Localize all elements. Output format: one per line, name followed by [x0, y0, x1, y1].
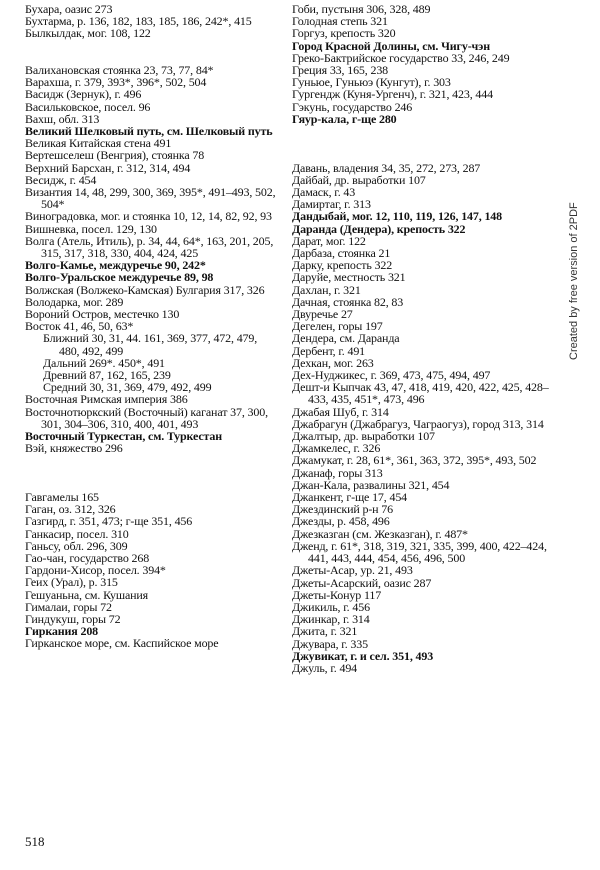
index-entry: Джамукат, г. 28, 61*, 361, 363, 372, 395*, 493, 502	[292, 453, 537, 468]
index-entry: Дех-Нуджикес, г. 369, 473, 475, 494, 497	[292, 368, 491, 383]
section-gap	[25, 454, 280, 466]
index-entry: Греция 33, 165, 238	[292, 63, 389, 78]
index-entry: Дахлан, г. 321	[292, 282, 361, 297]
index-entry: Гималаи, горы 72	[25, 599, 112, 614]
index-subentry: Ближний 30, 31, 44. 161, 369, 377, 472, 479, 480, 492, 499	[43, 331, 258, 358]
index-entry: Джикиль, г. 456	[292, 599, 370, 614]
index-entry: Дайбай, др. выработки 107	[292, 172, 426, 187]
index-entry: Бухтарма, р. 136, 182, 183, 185, 186, 242*, 415	[25, 14, 252, 29]
index-entry: Джуль, г. 494	[292, 660, 358, 675]
index-entry: Гургендж (Куня-Ургенч), г. 321, 423, 444	[292, 87, 493, 102]
index-subentry: Древний 87, 162, 165, 239	[43, 368, 171, 383]
index-entry: Дамаск, г. 43	[292, 185, 356, 199]
index-entry: Васильковское, посел. 96	[25, 99, 151, 114]
index-entry: Виноградовка, мог. и стоянка 10, 12, 14, 82, 92, 93	[25, 209, 272, 224]
index-entry: Гао-чан, государство 268	[25, 551, 150, 566]
index-subentry: Средний 30, 31, 369, 479, 492, 499	[43, 380, 212, 395]
index-entry: Волга (Атель, Итиль), р. 34, 44, 64*, 163, 201, 205, 315, 317, 318, 330, 404, 424, 425	[25, 233, 274, 261]
index-entry: Вэй, княжество 296	[25, 441, 123, 456]
index-entry: Гэкунь, государство 246	[292, 99, 413, 114]
index-entry: Джанаф, горы 313	[292, 465, 383, 480]
section-gap	[25, 40, 280, 52]
index-entry: Весидж, г. 454	[25, 172, 97, 187]
section-gap	[292, 125, 554, 137]
index-entry: Горгуз, крепость 320	[292, 26, 396, 41]
index-subentry: Дальний 269*. 450*, 491	[43, 355, 165, 370]
index-entry: Даранда (Дендера), крепость 322	[292, 221, 466, 236]
index-entry: Вахш, обл. 313	[25, 111, 100, 126]
section-gap	[292, 137, 554, 149]
index-entry: Джабая Шуб, г. 314	[292, 404, 389, 419]
index-entry: Дарбаза, стоянка 21	[292, 246, 391, 261]
index-entry: Гуньюе, Гуньюэ (Кунгут), г. 303	[292, 75, 451, 90]
index-entry: Володарка, мог. 289	[25, 294, 124, 309]
index-entry: Джамкелес, г. 326	[292, 441, 381, 456]
index-entry: Дегелен, горы 197	[292, 319, 383, 334]
index-entry: Джинкар, г. 314	[292, 612, 370, 627]
index-column-left	[25, 3, 280, 650]
index-entry: Гардони-Хисор, посел. 394*	[25, 563, 166, 578]
index-entry: Дамиртаг, г. 313	[292, 197, 371, 212]
index-entry: Гиндукуш, горы 72	[25, 612, 121, 627]
index-entry: Волжская (Волжеко-Камская) Булгария 317, 326	[25, 282, 265, 297]
index-entry: Джезказган (см. Жезказган), г. 487*	[292, 526, 468, 541]
index-entry: Былкылдак, мог. 108, 122	[25, 26, 151, 41]
index-entry: Газгирд, г. 351, 473; г-ще 351, 456	[25, 514, 193, 529]
index-entry: Джувара, г. 335	[292, 636, 368, 651]
section-gap	[25, 467, 280, 479]
index-entry: Восточный Туркестан, см. Туркестан	[25, 429, 223, 444]
index-entry: Дженд, г. 61*, 318, 319, 321, 335, 399, 400, 422–424, 441, 443, 444, 454, 456, 496, 500	[292, 538, 547, 566]
index-entry: Джан-Кала, развалины 321, 454	[292, 477, 450, 492]
index-entry: Греко-Бактрийское государство 33, 246, 249	[292, 50, 510, 65]
index-entry: Восток 41, 46, 50, 63*	[25, 319, 134, 334]
index-entry: Бухара, оазис 273	[25, 2, 113, 16]
index-entry: Гавгамелы 165	[25, 490, 99, 505]
index-entry: Гешуаньна, см. Кушания	[25, 587, 149, 602]
index-entry: Джувикат, г. и сел. 351, 493	[292, 648, 434, 663]
index-entry: Дачная, стоянка 82, 83	[292, 294, 404, 309]
index-entry: Великая Китайская стена 491	[25, 136, 172, 151]
index-entry: Геих (Урал), р. 315	[25, 575, 118, 590]
index-entry: Верхний Барсхан, г. 312, 314, 494	[25, 160, 191, 175]
index-entry: Ганьсу, обл. 296, 309	[25, 538, 128, 553]
index-entry: Ганкасир, посел. 310	[25, 526, 129, 541]
index-entry: Джезды, р. 458, 496	[292, 514, 390, 529]
index-entry: Волго-Уральское междуречье 89, 98	[25, 270, 214, 285]
index-entry: Гяур-кала, г-ще 280	[292, 111, 397, 126]
watermark-text: Created by free version of 2PDF	[568, 202, 580, 360]
index-entry: Великий Шелковый путь, см. Шелковый путь	[25, 124, 273, 138]
index-entry: Даруйе, местность 321	[292, 270, 406, 285]
page-number: 518	[25, 834, 45, 849]
index-entry: Джеты-Асар, ур. 21, 493	[292, 563, 413, 578]
index-entry: Византия 14, 48, 299, 300, 369, 395*, 491–493, 502, 504*	[25, 185, 276, 212]
index-entry: Восточнотюркский (Восточный) каганат 37, 300, 301, 304–306, 310, 400, 401, 493	[25, 404, 268, 431]
index-entry: Гирканское море, см. Каспийское море	[25, 636, 219, 651]
index-entry: Двуречье 27	[292, 307, 353, 322]
index-entry: Васидж (Зернук), г. 496	[25, 87, 142, 102]
index-entry: Валихановская стоянка 23, 73, 77, 84*	[25, 62, 214, 77]
index-entry: Голодная степь 321	[292, 14, 388, 29]
index-entry: Волго-Камье, междуречье 90, 242*	[25, 258, 206, 273]
index-entry: Дендера, см. Даранда	[292, 331, 400, 346]
index-entry: Джанкент, г-ще 17, 454	[292, 490, 408, 505]
index-entry: Джеты-Конур 117	[292, 587, 382, 602]
index-entry: Давань, владения 34, 35, 272, 273, 287	[292, 160, 481, 175]
index-entry: Дарат, мог. 122	[292, 233, 366, 248]
index-entry: Вороний Остров, местечко 130	[25, 307, 180, 322]
index-entry: Джездинский р-н 76	[292, 502, 393, 517]
index-entry: Джеты-Асарский, оазис 287	[292, 575, 432, 590]
index-entry: Дандыбай, мог. 12, 110, 119, 126, 147, 148	[292, 209, 503, 224]
index-entry: Город Красной Долины, см. Чигу-чэн	[292, 38, 490, 53]
index-entry: Гиркания 208	[25, 624, 99, 639]
index-entry: Восточная Римская империя 386	[25, 392, 188, 407]
index-entry: Вишневка, посел. 129, 130	[25, 221, 157, 236]
index-entry: Джита, г. 321	[292, 624, 358, 639]
index-entry: Дешт-и Кыпчак 43, 47, 418, 419, 420, 422, 425, 428–433, 435, 451*, 473, 496	[292, 380, 549, 407]
index-entry: Гоби, пустыня 306, 328, 489	[292, 2, 431, 16]
index-entry: Варахша, г. 379, 393*, 396*, 502, 504	[25, 75, 207, 90]
index-entry: Дарку, крепость 322	[292, 258, 393, 273]
index-entry: Дехкан, мог. 263	[292, 355, 374, 370]
index-entry: Джалтыр, др. выработки 107	[292, 429, 435, 444]
index-entry: Гаган, оз. 312, 326	[25, 502, 116, 517]
index-entry: Вертешселеш (Венгрия), стоянка 78	[25, 148, 205, 163]
section-gap	[292, 149, 554, 161]
index-entry: Джабрагун (Джабрагуз, Чаграогуз), город 313, 314	[292, 416, 544, 431]
index-column-right	[292, 3, 554, 674]
index-entry: Дербент, г. 491	[292, 343, 366, 358]
